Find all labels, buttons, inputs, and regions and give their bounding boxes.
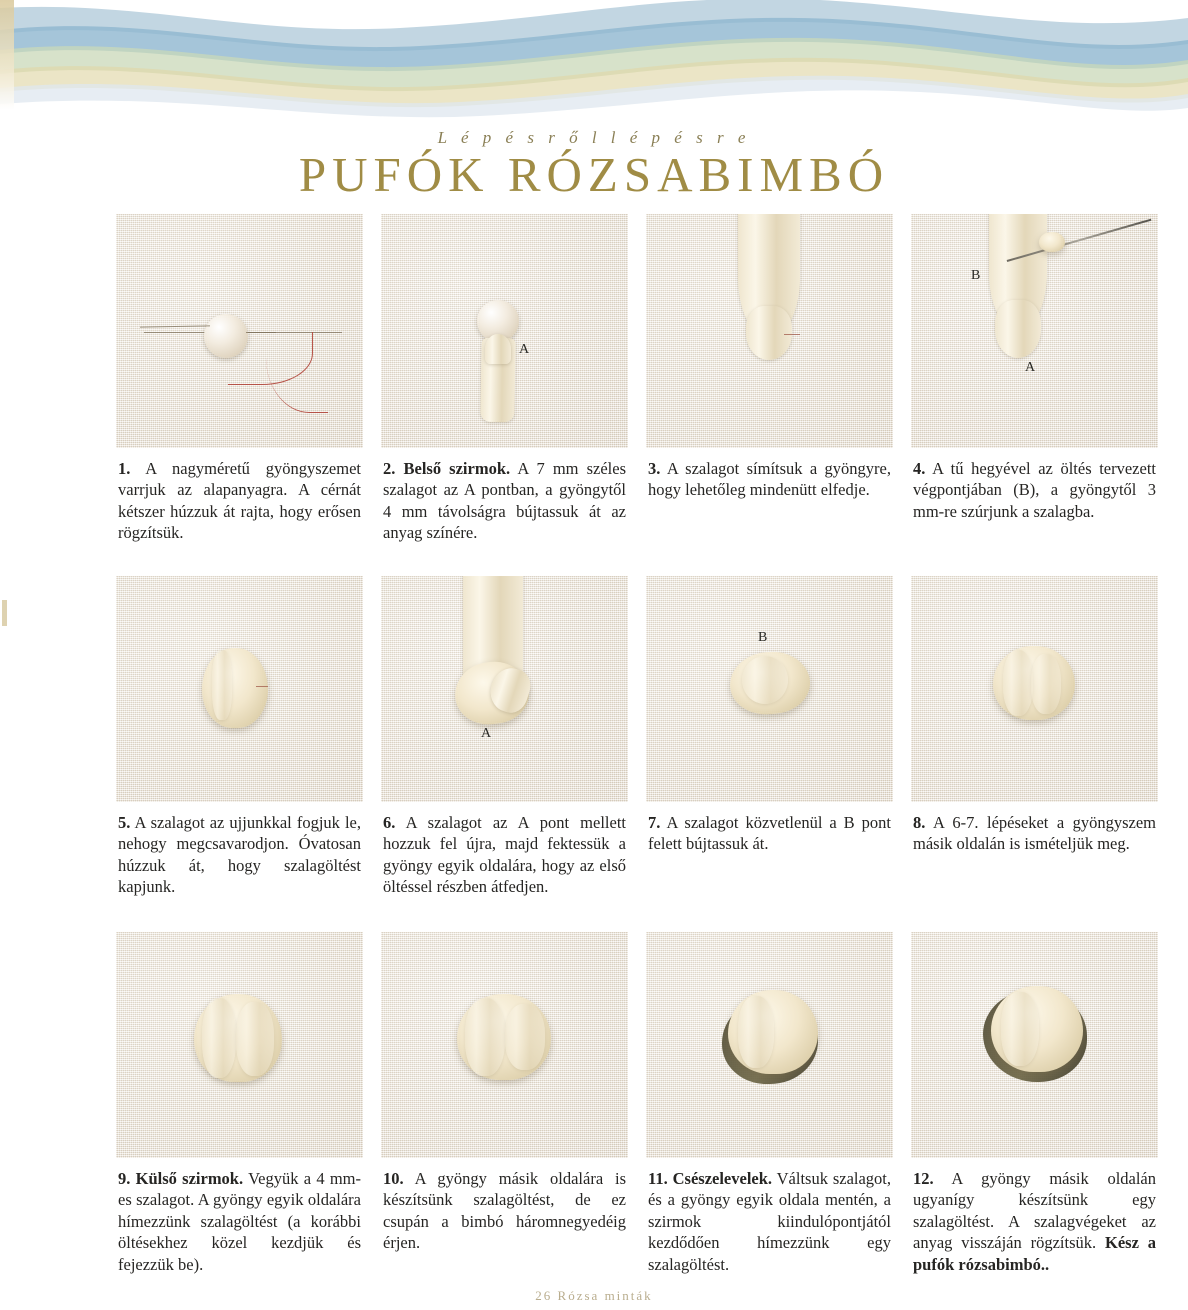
- step-text-4: A tű hegyével az öltés tervezett végpontjában (B), a gyöngytől 3 mm-re szúrjunk a szalagba.: [913, 459, 1157, 521]
- step-closing-12: Kész a pufók rózsabimbó..: [913, 1233, 1156, 1274]
- page-folio: 26 Rózsa minták: [535, 1288, 653, 1303]
- page-edge-mark: [0, 0, 14, 110]
- photo-label-a-2: A: [519, 342, 530, 357]
- step-photo-12: [911, 932, 1158, 1158]
- step-number-5: 5.: [118, 813, 131, 832]
- step-text-7: A szalagot közvetlenül a B pont felett bújtassuk át.: [648, 813, 891, 854]
- step-photo-2: [381, 214, 628, 448]
- step-item: [381, 932, 628, 1288]
- step-number-11: 11.: [648, 1169, 668, 1188]
- step-photo-1: [116, 214, 363, 448]
- step-number-10: 10.: [383, 1169, 404, 1188]
- step-photo-7: [646, 576, 893, 802]
- step-photo-5: [116, 576, 363, 802]
- step-caption-12: [911, 1158, 1158, 1288]
- photo-label-b-7: B: [758, 630, 768, 645]
- step-caption-6: [381, 802, 628, 932]
- step-number-8: 8.: [913, 813, 926, 832]
- step-number-1: 1.: [118, 459, 131, 478]
- step-number-3: 3.: [648, 459, 661, 478]
- step-text-12: A gyöngy másik oldalán ugyanígy készítsünk egy szalagöltést. A szalagvégeket az anyag visszáján rögzítsük.: [913, 1169, 1157, 1253]
- photo-label-a-4: A: [1025, 360, 1036, 375]
- step-photo-4: [911, 214, 1158, 448]
- step-photo-6: [381, 576, 628, 802]
- step-caption-1: [116, 448, 363, 576]
- step-caption-2: [381, 448, 628, 576]
- section-kicker: L é p é s r ő l l é p é s r e: [437, 128, 751, 147]
- step-text-6: A szalagot az A pont mellett hozzuk fel újra, majd fektessük a gyöngy egyik oldalára, hogy az első öltéssel részben átfedjen.: [383, 813, 626, 897]
- step-photo-3: [646, 214, 893, 448]
- step-lead-9: Külső szirmok.: [135, 1169, 244, 1188]
- step-number-9: 9.: [118, 1169, 131, 1188]
- step-number-12: 12.: [913, 1169, 934, 1188]
- step-number-6: 6.: [383, 813, 396, 832]
- step-text-9: Vegyük a 4 mm-es szalagot. A gyöngy egyik oldalára hímezzünk szalagöltést (a korábbi öltésekhez közel kezdjük és fejezzük be).: [118, 1169, 362, 1274]
- step-item: [646, 932, 893, 1288]
- steps-grid: [116, 214, 1156, 1288]
- step-number-7: 7.: [648, 813, 661, 832]
- step-item: [911, 576, 1158, 932]
- step-text-8: A 6-7. lépéseket a gyöngyszem másik oldalán is ismételjük meg.: [913, 813, 1157, 854]
- step-text-10: A gyöngy másik oldalára is készítsünk szalagöltést, de ez csupán a bimbó háromnegyedéig érjen.: [383, 1169, 626, 1253]
- step-text-3: A szalagot símítsuk a gyöngyre, hogy lehetőleg mindenütt elfedje.: [648, 459, 892, 500]
- page-title: PUFÓK RÓZSABIMBÓ: [298, 147, 890, 202]
- step-photo-8: [911, 576, 1158, 802]
- step-text-11: Váltsuk szalagot, és a gyöngy egyik oldala mentén, a szirmok kiindulópontjától kezdődően hímezzünk egy szalagöltést.: [648, 1169, 892, 1274]
- photo-label-b-4: B: [971, 268, 981, 283]
- step-caption-11: [646, 1158, 893, 1288]
- step-item: [116, 932, 363, 1288]
- step-item: [646, 576, 893, 932]
- step-photo-10: [381, 932, 628, 1158]
- step-number-4: 4.: [913, 459, 926, 478]
- step-caption-8: [911, 802, 1158, 932]
- step-item: [646, 214, 893, 576]
- step-lead-2: Belső szirmok.: [403, 459, 511, 478]
- decorative-wave-band: [0, 0, 1188, 130]
- step-item: [381, 214, 628, 576]
- step-item: [381, 576, 628, 932]
- photo-label-a-6: A: [481, 726, 492, 741]
- step-item: [911, 932, 1158, 1288]
- step-caption-5: [116, 802, 363, 932]
- step-item: [116, 214, 363, 576]
- step-caption-3: [646, 448, 893, 576]
- step-caption-9: [116, 1158, 363, 1288]
- step-photo-9: [116, 932, 363, 1158]
- step-photo-11: [646, 932, 893, 1158]
- step-caption-4: [911, 448, 1158, 576]
- step-caption-10: [381, 1158, 628, 1288]
- step-caption-7: [646, 802, 893, 932]
- step-text-2: A 7 mm széles szalagot az A pontban, a gyöngytől 4 mm távolságra bújtassuk át az anyag színére.: [383, 459, 626, 543]
- step-item: [911, 214, 1158, 576]
- step-number-2: 2.: [383, 459, 396, 478]
- step-text-1: A nagyméretű gyöngyszemet varrjuk az alapanyagra. A cérnát kétszer húzzuk át rajta, hogy erősen rögzítsük.: [118, 459, 362, 543]
- page-edge-tick: [2, 600, 7, 626]
- step-item: [116, 576, 363, 932]
- step-text-5: A szalagot az ujjunkkal fogjuk le, nehogy megcsavarodjon. Óvatosan húzzuk át, hogy szalagöltést kapjunk.: [118, 813, 361, 897]
- step-lead-11: Csészelevelek.: [672, 1169, 773, 1188]
